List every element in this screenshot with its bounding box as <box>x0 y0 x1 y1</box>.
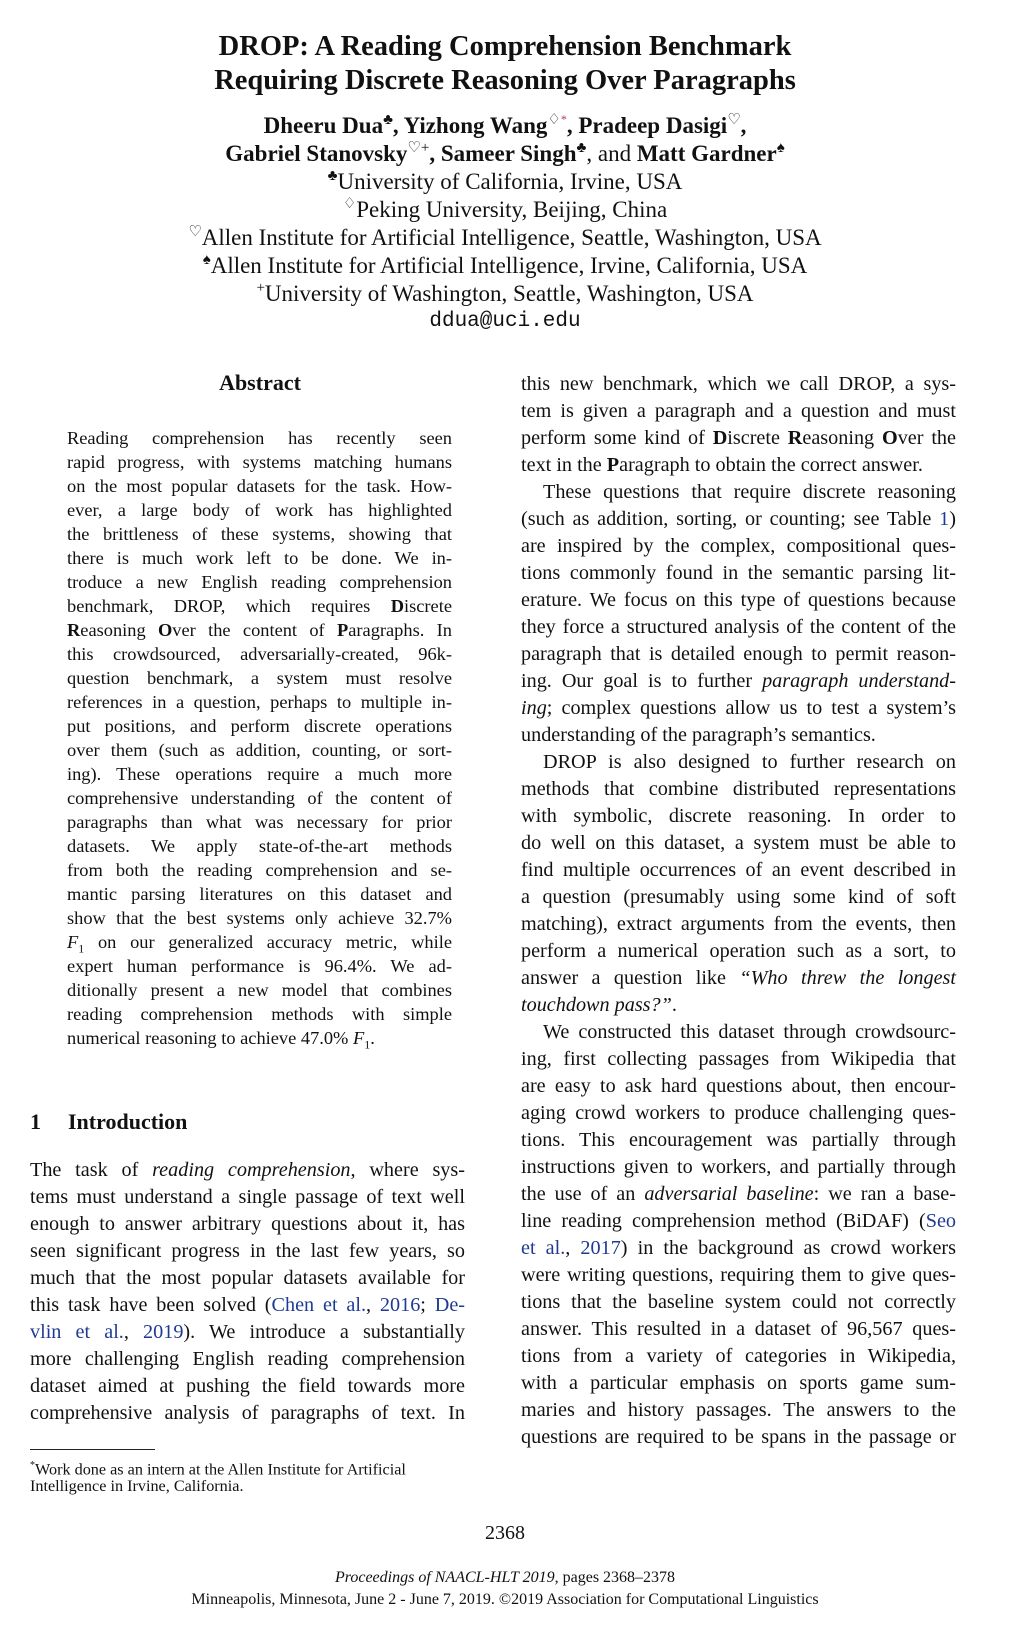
citation-year-2016[interactable]: 2016 <box>379 1294 421 1316</box>
paper-title-line-2: Requiring Discrete Reasoning Over Paragraphs <box>214 65 796 96</box>
abstract-line: numerical reasoning to achieve 47.0% $F_1$. <box>67 1028 375 1052</box>
body-line: they force a structured analysis of the content of the <box>521 616 956 638</box>
club-mark: ♣ <box>383 112 393 128</box>
footnote-star-link[interactable]: * <box>560 112 567 126</box>
intro-line: enough to answer arbitrary questions about it, has <box>30 1213 465 1235</box>
body-line: instructions given to workers, and partially through <box>521 1156 956 1178</box>
body-line: questions are required to be spans in the passage or <box>521 1426 956 1448</box>
author-singh: Sameer Singh <box>440 141 577 166</box>
body-line: were writing questions, requiring them to give ques- <box>521 1264 956 1286</box>
body-line: ing. Our goal is to further paragraph understand- <box>521 670 956 692</box>
body-line: tions commonly found in the semantic parsing lit- <box>521 562 956 584</box>
section-heading-introduction: 1 Introduction <box>30 1109 188 1134</box>
abstract-line: benchmark, DROP, which requires Discrete <box>67 596 452 616</box>
author-stanovsky: Gabriel Stanovsky <box>225 141 408 166</box>
body-line: answer. This resulted in a dataset of 96,567 ques- <box>521 1318 956 1340</box>
abstract-line: there is much work left to be done. We in- <box>67 548 452 568</box>
body-line: matching), extract arguments from the events, then <box>521 913 956 935</box>
body-line: These questions that require discrete reasoning <box>543 481 956 503</box>
body-line: find multiple occurrences of an event described in <box>521 859 956 881</box>
author-dua: Dheeru Dua <box>263 113 384 138</box>
body-line: tions from a variety of categories in Wikipedia, <box>521 1345 956 1367</box>
spade-mark: ♠ <box>776 140 785 156</box>
body-line: tions that the baseline system could not correctly <box>521 1291 956 1313</box>
and-text: , and <box>586 141 637 166</box>
author-line-2: Gabriel Stanovsky♡+, Sameer Singh♣, and Matt Gardner♠ <box>225 140 785 166</box>
citation-devlin-2019[interactable]: vlin et al. <box>30 1321 124 1343</box>
venue-line: Minneapolis, Minnesota, June 2 - June 7, 2019. ©2019 Association for Computational Linguistics <box>191 1591 819 1608</box>
author-gardner: Matt Gardner <box>636 141 777 166</box>
page-number: 2368 <box>485 1522 525 1544</box>
abstract-line: reading comprehension methods with simple <box>67 1004 452 1024</box>
abstract-line: question benchmark, a system must resolve <box>67 668 452 688</box>
intro-line: much that the most popular datasets available for <box>30 1267 465 1289</box>
heart-plus-mark: ♡+ <box>407 140 430 156</box>
footnote-text: Intelligence in Irvine, California. <box>30 1477 244 1495</box>
body-line: (such as addition, sorting, or counting; see Table 1) <box>521 508 956 530</box>
abstract-line: ing). These operations require a much more <box>67 764 452 784</box>
heart-mark: ♡ <box>727 112 741 128</box>
intro-line: this task have been solved (Chen et al., 2016; De- <box>30 1294 465 1316</box>
body-line: with a particular emphasis on sports game sum- <box>521 1372 956 1394</box>
body-line: maries and history passages. The answers to the <box>521 1399 956 1421</box>
club-mark: ♣ <box>576 140 587 156</box>
abstract-line: on the most popular datasets for the task. How- <box>67 476 452 496</box>
footnote-text: *Work done as an intern at the Allen Institute for Artificial <box>30 1460 406 1479</box>
affiliation-pku: ♢Peking University, Beijing, China <box>342 196 668 222</box>
body-line: with symbolic, discrete reasoning. In order to <box>521 805 956 827</box>
footnote-rule <box>30 1449 155 1450</box>
intro-line: tems must understand a single passage of text well <box>30 1186 465 1208</box>
body-line: a question (presumably using some kind of soft <box>521 886 956 908</box>
abstract-line: expert human performance is 96.4%. We ad- <box>67 956 452 976</box>
intro-line: seen significant progress in the last few years, so <box>30 1240 465 1262</box>
body-line: ing; complex questions allow us to test a system’s <box>521 697 956 719</box>
body-line: perform a numerical operation such as a sort, to <box>521 940 956 962</box>
citation-year-2017[interactable]: 2017 <box>580 1237 621 1259</box>
abstract-line: rapid progress, with systems matching humans <box>67 452 452 472</box>
abstract-line: references in a question, perhaps to multiple in- <box>67 692 452 712</box>
paper-title-line-1: DROP: A Reading Comprehension Benchmark <box>218 31 792 62</box>
body-line: understanding of the paragraph’s semantics. <box>521 724 876 746</box>
body-line: ing, first collecting passages from Wikipedia that <box>521 1048 956 1070</box>
abstract-line: this crowdsourced, adversarially-created, 96k- <box>67 644 452 664</box>
body-line: tem is given a paragraph and a question and must <box>521 400 956 422</box>
intro-line: more challenging English reading comprehension <box>30 1348 465 1370</box>
citation-year-2019[interactable]: 2019 <box>143 1321 184 1343</box>
body-line: paragraph that is detailed enough to permit reason- <box>521 643 956 665</box>
body-line: line reading comprehension method (BiDAF) (Seo <box>521 1210 956 1232</box>
abstract-line: ditionally present a new model that combines <box>67 980 452 1000</box>
author-line-1: Dheeru Dua♣, Yizhong Wang♢*, Pradeep Dasigi♡, <box>263 112 747 138</box>
citation-seo-2017[interactable]: et al. <box>521 1237 566 1259</box>
abstract-line: the brittleness of these systems, showing that <box>67 524 452 544</box>
author-dasigi: Pradeep Dasigi <box>578 113 728 138</box>
body-line: the use of an adversarial baseline: we ran a base- <box>521 1183 956 1205</box>
body-line: answer a question like “Who threw the longest <box>521 967 956 989</box>
body-line: text in the Paragraph to obtain the correct answer. <box>521 454 923 476</box>
abstract-line: $F_1$ on our generalized accuracy metric, while <box>67 932 452 956</box>
abstract-line: Reading comprehension has recently seen <box>67 428 452 448</box>
abstract-line: put positions, and perform discrete operations <box>67 716 452 736</box>
abstract-line: from both the reading comprehension and se- <box>67 860 452 880</box>
body-line: et al., 2017) in the background as crowd workers <box>521 1237 957 1259</box>
abstract-line: show that the best systems only achieve 32.7% <box>67 908 452 928</box>
body-line: are easy to ask hard questions about, then encour- <box>521 1075 956 1097</box>
affiliation-uw: +University of Washington, Seattle, Washington, USA <box>256 280 754 306</box>
body-line: perform some kind of Discrete Reasoning Over the <box>521 427 956 449</box>
body-line: touchdown pass?”. <box>521 994 677 1016</box>
abstract-line: ever, a large body of work has highlighted <box>67 500 452 520</box>
abstract-line: paragraphs than what was necessary for prior <box>67 812 452 832</box>
proceedings-line: Proceedings of NAACL-HLT 2019, pages 2368–2378 <box>334 1569 676 1586</box>
body-line: methods that combine distributed representations <box>521 778 956 800</box>
intro-line: comprehensive analysis of paragraphs of text. In <box>30 1402 465 1424</box>
diamond-mark: ♢ <box>547 112 561 128</box>
table-1-reference[interactable]: 1 <box>939 508 950 530</box>
abstract-line: comprehensive understanding of the content of <box>67 788 452 808</box>
body-line: this new benchmark, which we call DROP, a sys- <box>521 373 956 395</box>
body-line: do well on this dataset, a system must be able to <box>521 832 956 854</box>
citation-chen-2016[interactable]: Chen et al. <box>271 1294 367 1316</box>
abstract-heading: Abstract <box>219 370 301 395</box>
intro-line: vlin et al., 2019). We introduce a substantially <box>30 1321 465 1343</box>
contact-email[interactable]: ddua@uci.edu <box>429 310 581 333</box>
citation-devlin-2019-start[interactable]: De- <box>434 1294 465 1316</box>
intro-line: dataset aimed at pushing the field towards more <box>30 1375 465 1397</box>
body-line: tions. This encouragement was partially through <box>521 1129 956 1151</box>
intro-line: The task of reading comprehension, where sys- <box>30 1159 465 1181</box>
body-line: erature. We focus on this type of questions because <box>521 589 956 611</box>
body-line: We constructed this dataset through crowdsourc- <box>543 1021 956 1043</box>
body-line: DROP is also designed to further research on <box>543 751 956 773</box>
affiliation-ai2-irvine: ♠Allen Institute for Artificial Intelligence, Irvine, California, USA <box>202 252 808 278</box>
body-line: aging crowd workers to produce challenging ques- <box>521 1102 956 1124</box>
citation-seo-2017-start[interactable]: Seo <box>925 1210 956 1232</box>
abstract-line: datasets. We apply state-of-the-art methods <box>67 836 452 856</box>
abstract-line: Reasoning Over the content of Paragraphs. In <box>67 620 452 640</box>
affiliation-uci: ♣University of California, Irvine, USA <box>327 168 683 194</box>
author-wang: Yizhong Wang <box>403 113 548 138</box>
abstract-line: troduce a new English reading comprehension <box>67 572 452 592</box>
abstract-line: over them (such as addition, counting, or sort- <box>67 740 452 760</box>
affiliation-ai2-seattle: ♡Allen Institute for Artificial Intelligence, Seattle, Washington, USA <box>188 224 822 250</box>
abstract-line: mantic parsing literatures on this dataset and <box>67 884 452 904</box>
body-line: are inspired by the complex, compositional ques- <box>521 535 956 557</box>
